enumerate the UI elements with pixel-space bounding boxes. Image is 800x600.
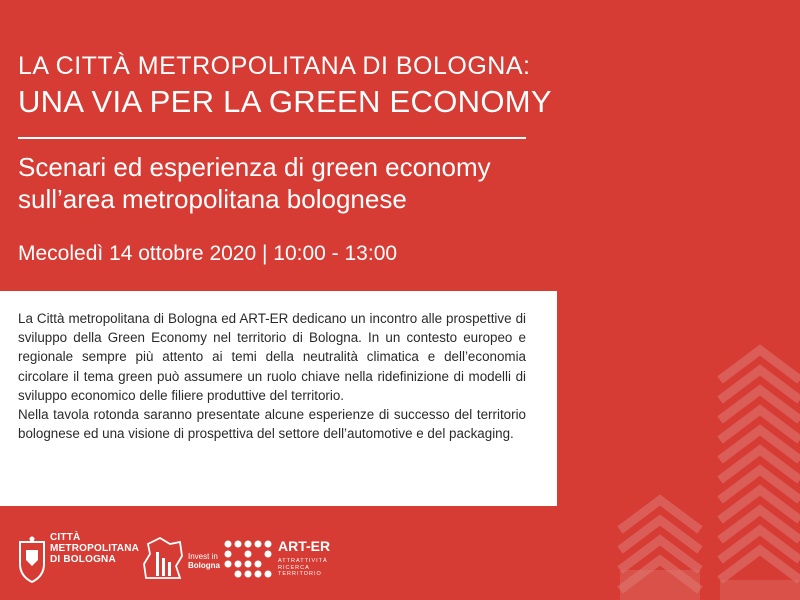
subtitle-line-1: Scenari ed esperienza di green economy: [18, 152, 491, 182]
title-line-2: UNA VIA PER LA GREEN ECONOMY: [18, 84, 552, 119]
city-logo-line-3: DI BOLOGNA: [50, 554, 116, 565]
chevron-decoration: [600, 320, 800, 600]
art-er-dots-icon: [222, 538, 274, 582]
art-er-tagline: [278, 558, 358, 578]
art-er-tagline-2: RICERCA: [278, 564, 310, 571]
title-line-1: LA CITTÀ METROPOLITANA DI BOLOGNA:: [18, 52, 531, 80]
subtitle-line-2: sull’area metropolitana bolognese: [18, 184, 407, 214]
title-divider: [18, 137, 526, 139]
subtitle: [18, 151, 491, 215]
city-logo-line-2: METROPOLITANA: [50, 543, 140, 554]
art-er-tagline-1: ATTRATTIVITÀ: [278, 558, 328, 564]
city-emblem-icon: [16, 536, 48, 584]
city-logo-line-1: CITTÀ: [50, 532, 81, 543]
description-panel: [0, 291, 557, 506]
art-er-name: ART-ER: [278, 538, 331, 554]
description-text: [18, 309, 526, 443]
invest-logo-line-2: Bologna: [188, 561, 220, 570]
invest-logo-line-1: Invest in: [188, 552, 218, 561]
description-paragraph-2: Nella tavola rotonda saranno presentate alcune esperienze di successo del territorio bolognese ed una visione di prospettiva del settore dell’automotive e del packaging.: [18, 407, 526, 442]
description-paragraph-1: La Città metropolitana di Bologna ed ART-ER dedicano un incontro alle prospettive di sviluppo della Green Economy nel territorio di Bologna. In un contesto europeo e regionale sempre più attento ai temi della neutralità climatica e dell’economia circolare il tema green può assumere un ruolo chiave nella ridefinizione di modelli di sviluppo economico delle filiere produttive del territorio.: [18, 311, 526, 403]
city-logo-text: [50, 532, 140, 565]
invest-in-bologna-icon: [140, 534, 186, 584]
partner-logos: [0, 530, 560, 600]
art-er-tagline-3: TERRITORIO: [278, 571, 322, 577]
event-date: Mecoledì 14 ottobre 2020 | 10:00 - 13:00: [18, 242, 398, 265]
